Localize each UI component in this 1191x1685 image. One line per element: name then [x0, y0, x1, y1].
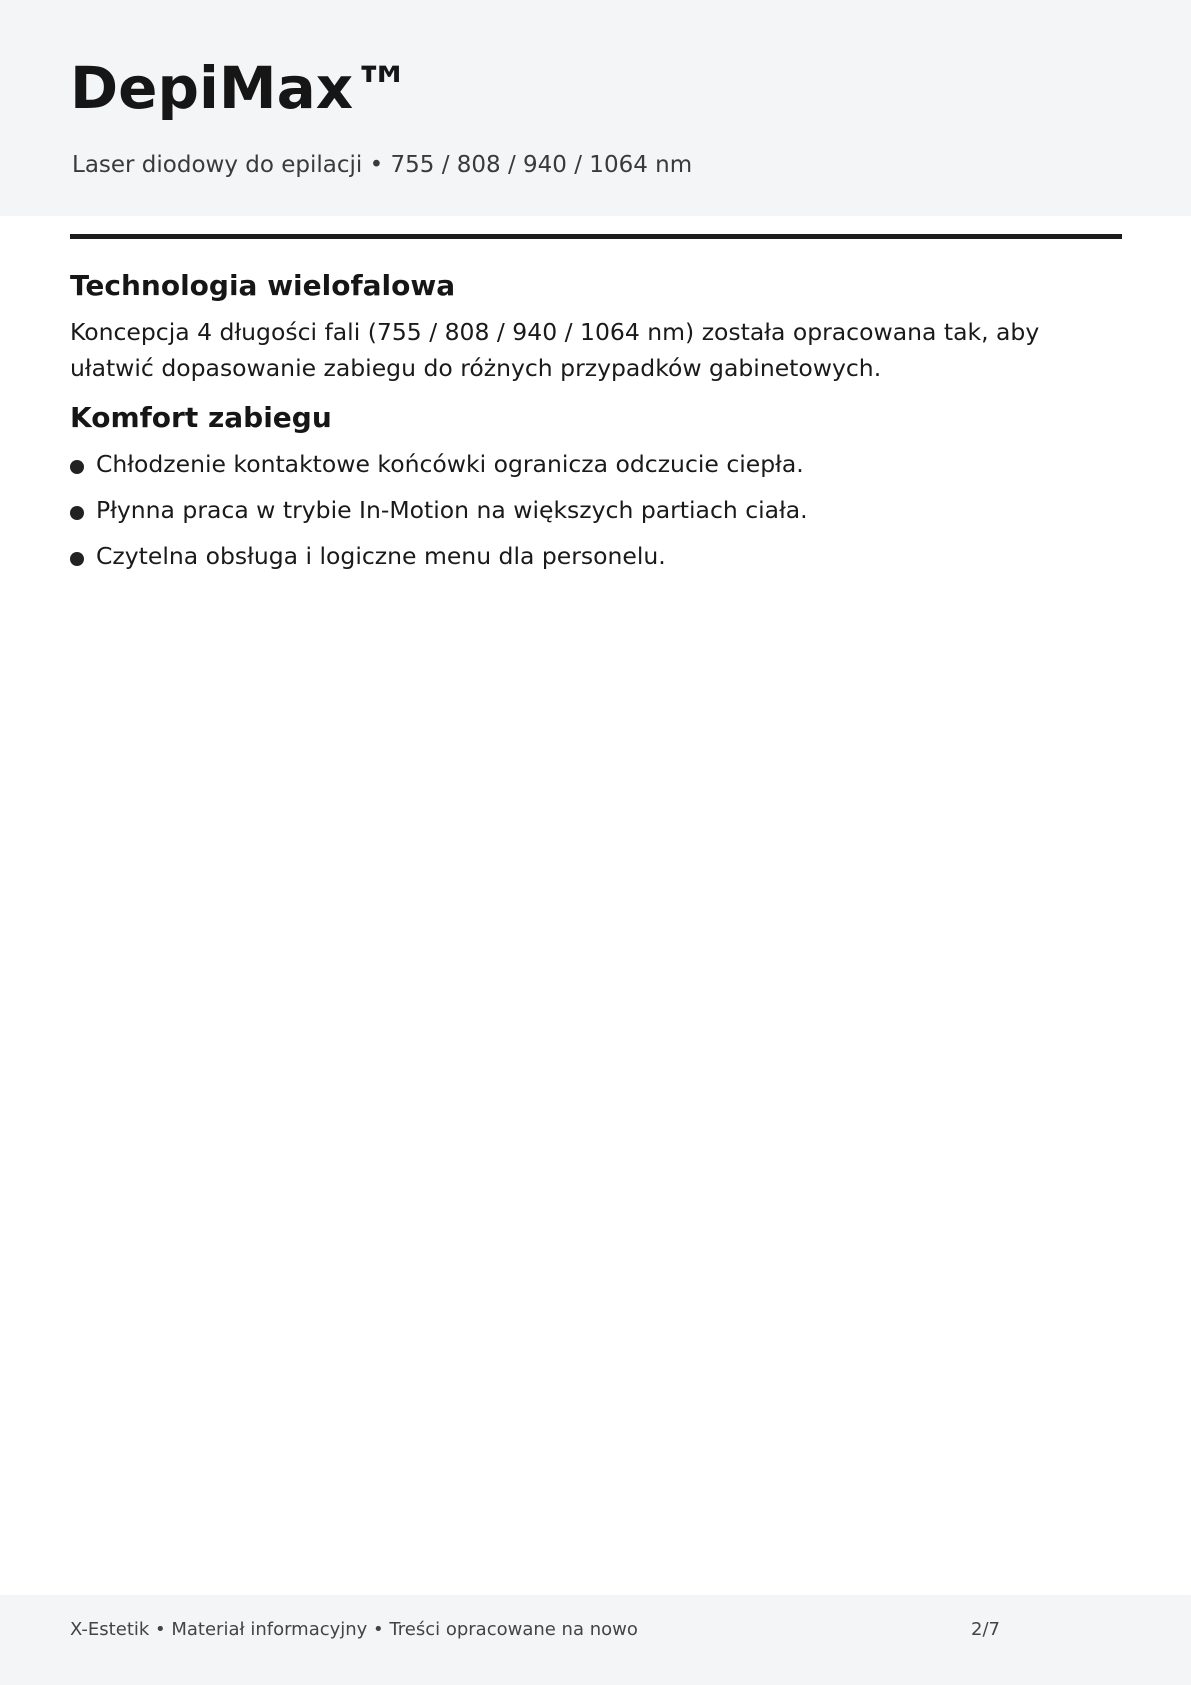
bullet-icon — [70, 552, 84, 566]
bullet-text: Płynna praca w trybie In-Motion na większych partiach ciała. — [96, 496, 808, 524]
footer-text: X-Estetik • Materiał informacyjny • Treści opracowane na nowo — [70, 1619, 638, 1640]
section-heading-comfort: Komfort zabiegu — [70, 401, 332, 434]
document-title: DepiMax™ — [70, 54, 412, 122]
section-paragraph-technology: Koncepcja 4 długości fali (755 / 808 / 940 / 1064 nm) została opracowana tak, aby ułatwić dopasowanie zabiegu do różnych przypadków gabinetowych. — [70, 318, 1040, 382]
bullet-icon — [70, 460, 84, 474]
page-number: 2/7 — [971, 1619, 1000, 1640]
header-divider — [70, 234, 1122, 239]
bullet-icon — [70, 506, 84, 520]
bullet-text: Chłodzenie kontaktowe końcówki ogranicza odczucie ciepła. — [96, 450, 804, 478]
section-heading-technology: Technologia wielofalowa — [70, 269, 456, 302]
document-subtitle: Laser diodowy do epilacji • 755 / 808 / 940 / 1064 nm — [72, 152, 693, 178]
bullet-text: Czytelna obsługa i logiczne menu dla personelu. — [96, 542, 666, 570]
